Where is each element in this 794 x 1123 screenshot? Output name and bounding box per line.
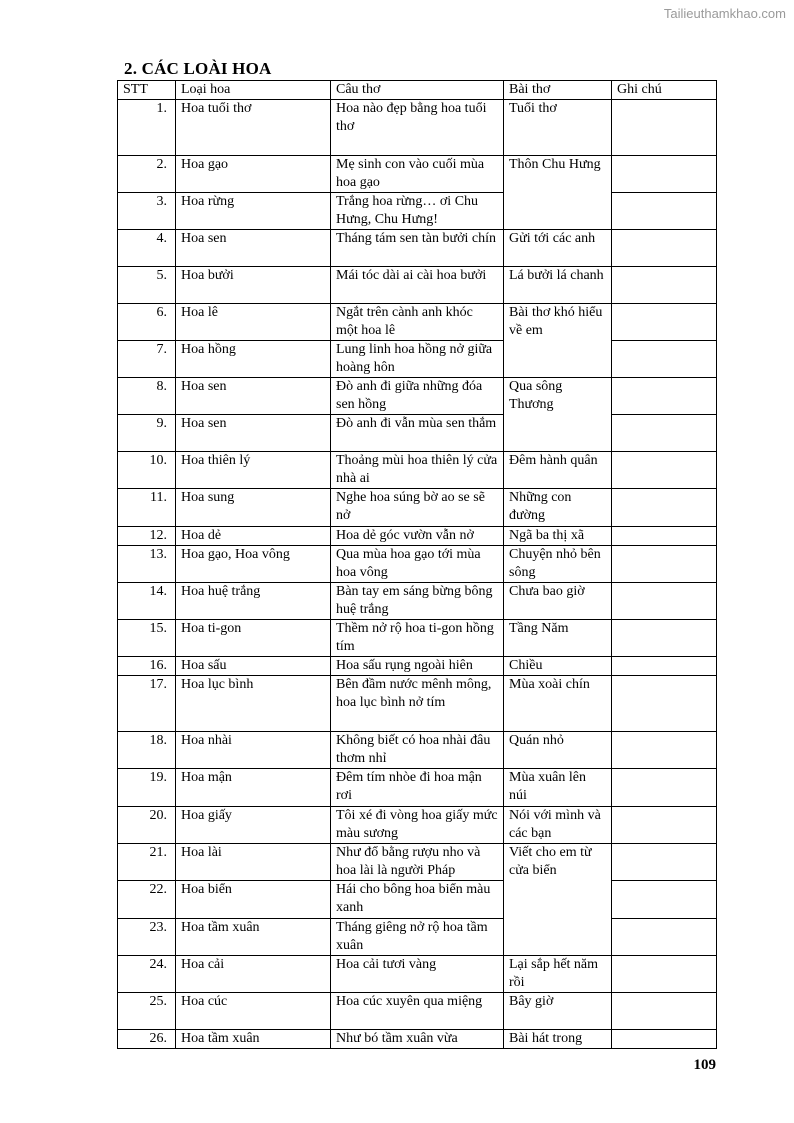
cell-loai-hoa: Hoa gạo, Hoa vông [176,546,331,583]
cell-stt: 1. [118,100,176,156]
cell-loai-hoa: Hoa hồng [176,341,331,378]
cell-cau-tho: Hoa sấu rụng ngoài hiên [331,657,504,676]
cell-cau-tho: Đò anh đi giữa những đóa sen hồng [331,378,504,415]
cell-loai-hoa: Hoa thiên lý [176,452,331,489]
table-row [118,341,717,378]
cell-cau-tho: Hoa cải tươi vàng [331,956,504,993]
cell-bai-tho: Đêm hành quân [504,452,612,489]
cell-ghi-chu [612,193,717,230]
cell-loai-hoa: Hoa sen [176,415,331,452]
cell-bai-tho: Viết cho em từ cửa biển [504,844,612,956]
cell-cau-tho: Lung linh hoa hồng nở giữa hoàng hôn [331,341,504,378]
cell-bai-tho: Mùa xoài chín [504,676,612,732]
cell-bai-tho: Lá bưởi lá chanh [504,267,612,304]
cell-bai-tho: Tuổi thơ [504,100,612,156]
cell-ghi-chu [612,620,717,657]
table-row [118,452,717,489]
cell-ghi-chu [612,993,717,1030]
cell-ghi-chu [612,100,717,156]
cell-cau-tho: Thềm nở rộ hoa ti-gon hồng tím [331,620,504,657]
table-row [118,378,717,415]
cell-bai-tho: Chiều [504,657,612,676]
cell-bai-tho: Bài hát trong [504,1030,612,1049]
cell-stt: 15. [118,620,176,657]
cell-loai-hoa: Hoa lê [176,304,331,341]
table-row [118,1030,717,1049]
cell-bai-tho: Chuyện nhỏ bên sông [504,546,612,583]
cell-stt: 17. [118,676,176,732]
cell-ghi-chu [612,769,717,807]
cell-ghi-chu [612,583,717,620]
cell-bai-tho: Gửi tới các anh [504,230,612,267]
header-stt: STT [118,81,176,100]
cell-ghi-chu [612,156,717,193]
cell-stt: 19. [118,769,176,807]
table-row [118,844,717,881]
cell-cau-tho: Đêm tím nhòe đi hoa mận rơi [331,769,504,807]
table-row [118,156,717,193]
cell-bai-tho: Ngã ba thị xã [504,527,612,546]
cell-stt: 12. [118,527,176,546]
cell-ghi-chu [612,546,717,583]
cell-loai-hoa: Hoa sung [176,489,331,527]
cell-cau-tho: Bàn tay em sáng bừng bông huệ trắng [331,583,504,620]
cell-loai-hoa: Hoa biển [176,881,331,919]
cell-ghi-chu [612,378,717,415]
cell-bai-tho: Bài thơ khó hiểu về em [504,304,612,378]
cell-bai-tho: Bây giờ [504,993,612,1030]
cell-loai-hoa: Hoa huệ trắng [176,583,331,620]
cell-ghi-chu [612,1030,717,1049]
cell-stt: 8. [118,378,176,415]
cell-stt: 18. [118,732,176,769]
cell-stt: 14. [118,583,176,620]
cell-ghi-chu [612,956,717,993]
cell-loai-hoa: Hoa tầm xuân [176,1030,331,1049]
table-row [118,919,717,956]
cell-cau-tho: Nghe hoa súng bờ ao se sẽ nở [331,489,504,527]
cell-loai-hoa: Hoa sen [176,378,331,415]
cell-bai-tho: Mùa xuân lên núi [504,769,612,807]
cell-ghi-chu [612,267,717,304]
cell-stt: 6. [118,304,176,341]
cell-cau-tho: Hoa cúc xuyên qua miệng [331,993,504,1030]
cell-cau-tho: Mẹ sinh con vào cuối mùa hoa gạo [331,156,504,193]
cell-cau-tho: Qua mùa hoa gạo tới mùa hoa vông [331,546,504,583]
cell-loai-hoa: Hoa bưởi [176,267,331,304]
header-loai-hoa: Loại hoa [176,81,331,100]
cell-cau-tho: Tháng tám sen tàn bưởi chín [331,230,504,267]
cell-cau-tho: Trắng hoa rừng… ơi Chu Hưng, Chu Hưng! [331,193,504,230]
cell-stt: 10. [118,452,176,489]
cell-bai-tho: Thôn Chu Hưng [504,156,612,230]
cell-loai-hoa: Hoa cải [176,956,331,993]
table-row [118,807,717,844]
cell-bai-tho: Chưa bao giờ [504,583,612,620]
cell-stt: 23. [118,919,176,956]
cell-ghi-chu [612,676,717,732]
cell-stt: 26. [118,1030,176,1049]
cell-cau-tho: Hoa dẻ góc vườn vẫn nở [331,527,504,546]
cell-ghi-chu [612,489,717,527]
cell-stt: 9. [118,415,176,452]
cell-loai-hoa: Hoa tầm xuân [176,919,331,956]
cell-stt: 11. [118,489,176,527]
table-row [118,657,717,676]
header-cau-tho: Câu thơ [331,81,504,100]
cell-ghi-chu [612,657,717,676]
header-bai-tho: Bài thơ [504,81,612,100]
cell-ghi-chu [612,919,717,956]
cell-loai-hoa: Hoa sen [176,230,331,267]
cell-cau-tho: Tháng giêng nở rộ hoa tầm xuân [331,919,504,956]
cell-cau-tho: Hoa nào đẹp bằng hoa tuổi thơ [331,100,504,156]
cell-ghi-chu [612,732,717,769]
cell-stt: 13. [118,546,176,583]
cell-stt: 5. [118,267,176,304]
table-row [118,769,717,807]
cell-cau-tho: Tôi xé đi vòng hoa giấy mức màu sương [331,807,504,844]
cell-stt: 22. [118,881,176,919]
table-row [118,230,717,267]
cell-stt: 4. [118,230,176,267]
cell-stt: 24. [118,956,176,993]
cell-stt: 21. [118,844,176,881]
cell-cau-tho: Hái cho bông hoa biển màu xanh [331,881,504,919]
cell-ghi-chu [612,807,717,844]
table-row [118,993,717,1030]
cell-stt: 7. [118,341,176,378]
cell-loai-hoa: Hoa rừng [176,193,331,230]
cell-bai-tho: Tầng Năm [504,620,612,657]
cell-stt: 3. [118,193,176,230]
table-row [118,100,717,156]
cell-loai-hoa: Hoa lài [176,844,331,881]
cell-bai-tho: Quán nhỏ [504,732,612,769]
cell-stt: 16. [118,657,176,676]
table-row [118,193,717,230]
table-row [118,620,717,657]
cell-bai-tho: Nói với mình và các bạn [504,807,612,844]
cell-cau-tho: Thoảng mùi hoa thiên lý cửa nhà ai [331,452,504,489]
cell-cau-tho: Bên đầm nước mênh mông, hoa lục bình nở tím [331,676,504,732]
cell-loai-hoa: Hoa tuổi thơ [176,100,331,156]
table-row [118,489,717,527]
cell-loai-hoa: Hoa gạo [176,156,331,193]
cell-loai-hoa: Hoa ti-gon [176,620,331,657]
table-row [118,267,717,304]
cell-stt: 2. [118,156,176,193]
cell-stt: 20. [118,807,176,844]
table-row [118,881,717,919]
cell-ghi-chu [612,415,717,452]
header-ghi-chu: Ghi chú [612,81,717,100]
cell-cau-tho: Như đổ bằng rượu nho và hoa lài là người Pháp [331,844,504,881]
cell-bai-tho: Những con đường [504,489,612,527]
cell-cau-tho: Mái tóc dài ai cài hoa bưởi [331,267,504,304]
cell-ghi-chu [612,230,717,267]
cell-ghi-chu [612,844,717,881]
table-row [118,956,717,993]
cell-cau-tho: Ngắt trên cành anh khóc một hoa lê [331,304,504,341]
cell-bai-tho: Qua sông Thương [504,378,612,452]
cell-loai-hoa: Hoa sấu [176,657,331,676]
cell-cau-tho: Không biết có hoa nhài đâu thơm nhỉ [331,732,504,769]
table-row [118,527,717,546]
cell-loai-hoa: Hoa giấy [176,807,331,844]
cell-ghi-chu [612,341,717,378]
table-row [118,304,717,341]
cell-stt: 25. [118,993,176,1030]
cell-loai-hoa: Hoa cúc [176,993,331,1030]
table-row [118,546,717,583]
watermark: Tailieuthamkhao.com [663,6,786,21]
table-row [118,415,717,452]
table-header-row [118,81,717,100]
cell-ghi-chu [612,881,717,919]
flower-table [117,80,717,1049]
page-number: 109 [693,1057,716,1073]
cell-ghi-chu [612,452,717,489]
table-row [118,583,717,620]
cell-cau-tho: Như bó tầm xuân vừa [331,1030,504,1049]
cell-bai-tho: Lại sắp hết năm rồi [504,956,612,993]
table-body [118,100,717,1049]
cell-loai-hoa: Hoa nhài [176,732,331,769]
cell-ghi-chu [612,304,717,341]
table-row [118,732,717,769]
cell-loai-hoa: Hoa mận [176,769,331,807]
cell-loai-hoa: Hoa dẻ [176,527,331,546]
table-row [118,676,717,732]
cell-cau-tho: Đò anh đi vẫn mùa sen thắm [331,415,504,452]
cell-ghi-chu [612,527,717,546]
cell-loai-hoa: Hoa lục bình [176,676,331,732]
section-title: 2. CÁC LOÀI HOA [124,59,272,78]
